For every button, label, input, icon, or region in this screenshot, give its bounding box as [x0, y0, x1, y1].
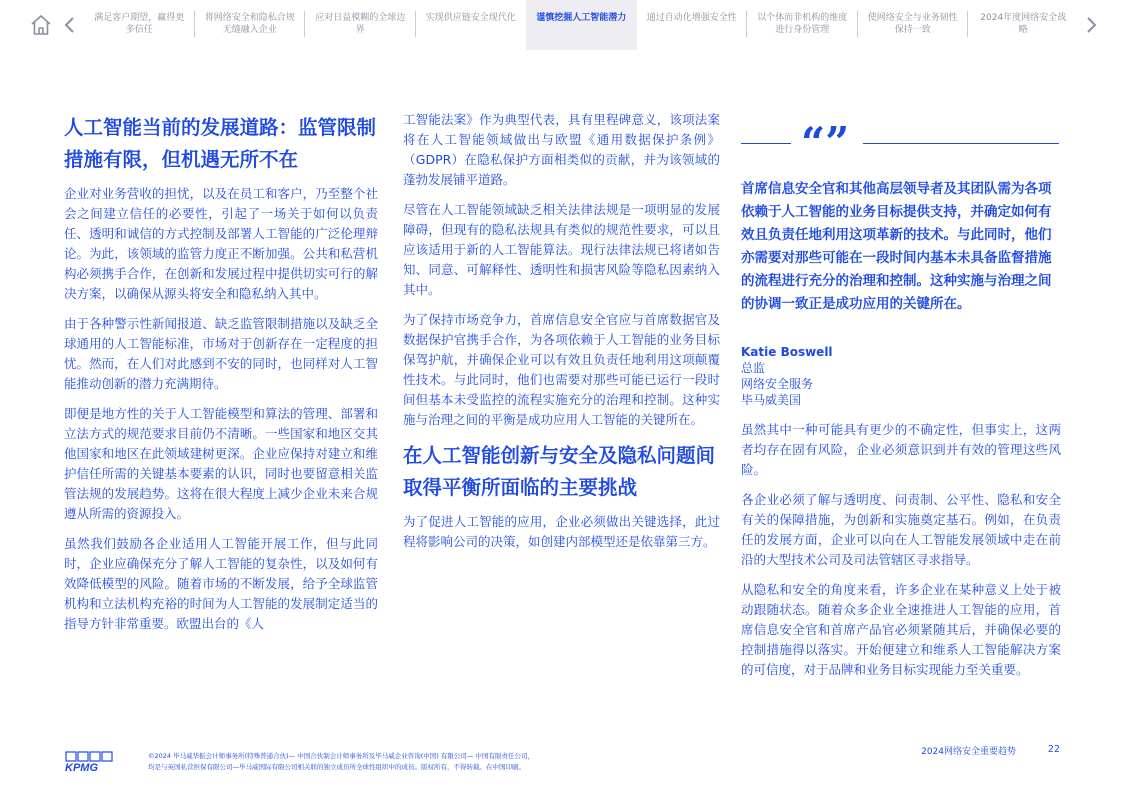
author-title: 总监 [741, 361, 766, 375]
quote-mark-icon: “” [801, 118, 850, 167]
tab-label: 2024年度网络安全战略 [980, 13, 1067, 35]
logo-text: KPMG [65, 762, 98, 773]
tab-label: 满足客户期望，赢得更多信任 [94, 13, 185, 35]
tab-4[interactable] [526, 0, 637, 50]
tab-label: 谨慎挖掘人工智能潜力 [536, 13, 627, 23]
column-1 [64, 112, 378, 644]
divider [863, 143, 1059, 144]
quote-header [741, 118, 1061, 168]
paragraph: 各企业必须了解与透明度、问责制、公平性、隐私和安全有关的保障措施，为创新和实施奠定基石。例如，在负责任的发展方面，企业可以向在人工智能发展领域中走在前沿的大型技术公司及司法管辖区寻求指导。 [741, 492, 1061, 567]
paragraph: 尽管在人工智能领域缺乏相关法律法规是一项明显的发展障碍，但现有的隐私法规具有类似的规范性要求，可以且应该适用于新的人工智能算法。现行法律法规已将诸如告知、同意、可解释性、透明性和损害风险等隐私因素纳入其中。 [403, 202, 720, 297]
top-navigation [0, 0, 1122, 50]
author-organization: 毕马威美国 [741, 393, 802, 407]
section-tabs [84, 0, 1079, 50]
column-2 [403, 110, 720, 562]
document-title: 2024网络安全重要趋势 [921, 747, 1016, 757]
tab-5[interactable] [637, 0, 748, 50]
paragraph: 从隐私和安全的角度来看，许多企业在某种意义上处于被动跟随状态。随着众多企业全速推进人工智能的应用，首席信息安全官和首席产品官必须紧随其后，并确保必要的控制措施得以落实。开始便建立和维系人工智能解决方案的可信度，对于品牌和业务目标实现能力至关重要。 [741, 582, 1061, 677]
column-3 [741, 118, 1061, 690]
author-department: 网络安全服务 [741, 377, 814, 391]
tab-2[interactable] [305, 0, 416, 50]
chevron-right-icon[interactable] [1083, 14, 1099, 36]
paragraph: 工智能法案》作为典型代表，具有里程碑意义，该项法案将在人工智能领域做出与欧盟《通用数据保护条例》（GDPR）在隐私保护方面相类似的贡献，并为该领域的蓬勃发展铺平道路。 [403, 112, 720, 187]
section-heading: 在人工智能创新与安全及隐私问题间取得平衡所面临的主要挑战 [403, 444, 716, 499]
tab-label: 将网络安全和隐私合规无缝融入企业 [204, 13, 295, 35]
tab-7[interactable] [858, 0, 969, 50]
tab-label: 应对日益模糊的全球边界 [315, 13, 406, 35]
tab-8[interactable] [968, 0, 1079, 50]
copyright-notice [148, 751, 608, 773]
divider [741, 143, 791, 144]
paragraph: 由于各种警示性新闻报道、缺乏监管限制措施以及缺乏全球通用的人工智能标准，市场对于创新存在一定程度的担忧。然而，在人们对此感到不安的同时，也同样对人工智能推动创新的潜力充满期待。 [64, 316, 378, 391]
tab-1[interactable] [195, 0, 306, 50]
page-number: 22 [1047, 744, 1060, 755]
chevron-left-icon[interactable] [62, 14, 78, 36]
paragraph: 为了促进人工智能的应用，企业必须做出关键选择，此过程将影响公司的决策，如创建内部模型还是依靠第三方。 [403, 514, 720, 549]
tab-label: 使网络安全与业务韧性保持一致 [867, 13, 958, 35]
copyright-line: 均是与英国私营担保有限公司—毕马威国际有限公司相关联的独立成员所全球性组织中的成员。版权所有，不得转载。在中国印刷。 [148, 763, 525, 771]
paragraph: 虽然其中一种可能具有更少的不确定性，但事实上，这两者均存在固有风险，企业必须意识到并有效的管理这些风险。 [741, 422, 1061, 477]
paragraph: 虽然我们鼓励各企业适用人工智能开展工作，但与此同时，企业应确保充分了解人工智能的复杂性，以及如何有效降低模型的风险。随着市场的不断发展，给予全球监管机构和立法机构充裕的时间为人工智能的发展制定适当的指导方针非常重要。欧盟出台的《人 [64, 536, 378, 631]
pull-quote: 首席信息安全官和其他高层领导者及其团队需为各项依赖于人工智能的业务目标提供支持，并确定如何有效且负责任地利用这项革新的技术。与此同时，他们亦需要对那些可能在一段时间内基本未具备监督措施的流程进行充分的治理和控制。这种实施与治理之间的协调一致正是成功应用的关键所在。 [741, 181, 1052, 312]
tab-label: 以个体而非机构的维度进行身份管理 [757, 13, 848, 35]
copyright-line: ©2024 毕马威华振会计师事务所(特殊普通合伙)— 中国合伙制会计师事务所及毕马威企业咨询(中国) 有限公司— 中国有限责任公司， [148, 752, 534, 760]
paragraph: 即便是地方性的关于人工智能模型和算法的管理、部署和立法方式的规范要求目前仍不清晰。一些国家和地区交其他国家和地区在此领域建树更深。企业应保持对建立和维护信任所需的关键基本要素的认识，同时也要留意相关监管法规的发展趋势。这将在很大程度上减少企业未来合规遵从所需的资源投入。 [64, 406, 378, 521]
paragraph: 为了保持市场竞争力，首席信息安全官应与首席数据官及数据保护官携手合作，为各项依赖于人工智能的业务目标保驾护航，并确保企业可以有效且负责任地利用这项颠覆性技术。与此同时，他们也需要对那些可能已运行一段时间但基本未受监控的流程实施充分的治理和控制。这种实施与治理之间的平衡是成功应用人工智能的关键所在。 [403, 312, 720, 427]
home-icon[interactable] [30, 14, 52, 36]
tab-label: 通过自动化增强安全性 [646, 13, 737, 23]
section-heading: 人工智能当前的发展道路：监管限制措施有限，但机遇无所不在 [64, 116, 377, 171]
author-name: Katie Boswell [741, 345, 833, 359]
tab-6[interactable] [747, 0, 858, 50]
kpmg-logo [64, 751, 114, 773]
tab-3[interactable] [416, 0, 527, 50]
paragraph: 企业对业务营收的担忧，以及在员工和客户，乃至整个社会之间建立信任的必要性，引起了一场关于如何以负责任、透明和诚信的方式控制及部署人工智能的广泛伦理辩论。为此，该领域的监管力度正不断加强。公共和私营机构必须携手合作，在创新和发展过程中提供切实可行的解决方案，以确保从源头将安全和隐私纳入其中。 [64, 186, 378, 301]
quote-author [741, 344, 1061, 408]
tab-label: 实现供应链安全现代化 [425, 13, 516, 23]
tab-0[interactable] [84, 0, 195, 50]
